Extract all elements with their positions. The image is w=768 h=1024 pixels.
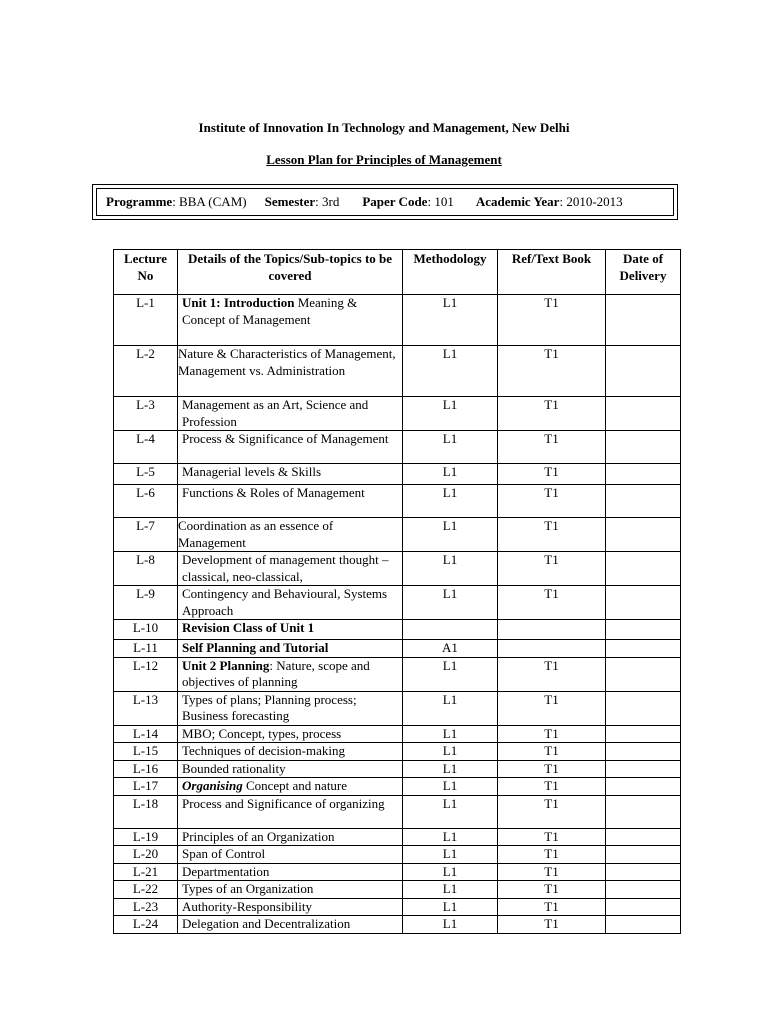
methodology-cell: L1 (403, 760, 498, 778)
lecture-no-cell: L-1 (114, 295, 178, 346)
topic-cell (178, 828, 403, 846)
topic-cell (178, 863, 403, 881)
topic-heading: Unit 1: Introduction (182, 295, 295, 310)
methodology-cell: L1 (403, 691, 498, 725)
ref-text-book-cell: T1 (498, 657, 606, 691)
topic-cell (178, 846, 403, 864)
topic-heading: Self Planning and Tutorial (182, 640, 329, 655)
lecture-no-cell: L-5 (114, 464, 178, 485)
methodology-cell: L1 (403, 743, 498, 761)
topic-cell (178, 725, 403, 743)
ref-text-book-cell: T1 (498, 778, 606, 796)
methodology-cell: L1 (403, 898, 498, 916)
topic-text: Development of management thought – classical, neo-classical, (182, 552, 389, 584)
date-of-delivery-cell (606, 898, 681, 916)
date-of-delivery-cell (606, 828, 681, 846)
lecture-no-cell: L-23 (114, 898, 178, 916)
ref-text-book-cell: T1 (498, 916, 606, 934)
header-ref-text-book: Ref/Text Book (498, 250, 606, 295)
topic-cell (178, 552, 403, 586)
topic-text: Meaning & Concept of Management (182, 295, 358, 327)
ref-text-book-cell: T1 (498, 518, 606, 552)
header-date-of-delivery: Date of Delivery (606, 250, 681, 295)
table-row (114, 743, 681, 761)
topic-text: Management as an Art, Science and Profession (182, 397, 369, 429)
topic-cell (178, 464, 403, 485)
date-of-delivery-cell (606, 725, 681, 743)
date-of-delivery-cell (606, 760, 681, 778)
table-header-row (114, 250, 681, 295)
lecture-no-cell: L-2 (114, 346, 178, 397)
lecture-no-cell: L-16 (114, 760, 178, 778)
topic-text: Span of Control (182, 846, 266, 861)
methodology-cell: L1 (403, 881, 498, 899)
lecture-no-cell: L-6 (114, 485, 178, 518)
table-row (114, 295, 681, 346)
date-of-delivery-cell (606, 485, 681, 518)
table-row (114, 640, 681, 658)
date-of-delivery-cell (606, 464, 681, 485)
topic-cell (178, 881, 403, 899)
methodology-cell (403, 620, 498, 640)
topic-cell (178, 518, 403, 552)
topic-text: Authority-Responsibility (182, 898, 312, 914)
ref-text-book-cell: T1 (498, 485, 606, 518)
topic-text: Process & Significance of Management (182, 431, 389, 446)
lecture-no-cell: L-22 (114, 881, 178, 899)
topic-cell (178, 485, 403, 518)
topic-heading: Organising (182, 778, 243, 793)
lecture-no-cell: L-19 (114, 828, 178, 846)
lecture-no-cell: L-24 (114, 916, 178, 934)
paper-code-label: Paper Code (362, 194, 428, 209)
ref-text-book-cell: T1 (498, 743, 606, 761)
methodology-cell: L1 (403, 778, 498, 796)
methodology-cell: L1 (403, 795, 498, 828)
table-row (114, 778, 681, 796)
methodology-cell: A1 (403, 640, 498, 658)
ref-text-book-cell: T1 (498, 464, 606, 485)
table-row (114, 828, 681, 846)
lecture-no-cell: L-17 (114, 778, 178, 796)
topic-cell (178, 657, 403, 691)
methodology-cell: L1 (403, 464, 498, 485)
ref-text-book-cell: T1 (498, 431, 606, 464)
date-of-delivery-cell (606, 295, 681, 346)
programme-value: : BBA (CAM) (172, 194, 247, 209)
lesson-plan-title (0, 152, 768, 168)
topic-cell (178, 397, 403, 431)
ref-text-book-cell: T1 (498, 846, 606, 864)
table-row (114, 691, 681, 725)
date-of-delivery-cell (606, 778, 681, 796)
topic-cell (178, 916, 403, 934)
topic-text: Types of plans; Planning process; Business forecasting (182, 691, 357, 723)
table-row (114, 846, 681, 864)
table-row (114, 464, 681, 485)
date-of-delivery-cell (606, 586, 681, 620)
header-details: Details of the Topics/Sub-topics to be covered (178, 250, 403, 295)
topic-cell (178, 346, 403, 397)
table-row (114, 725, 681, 743)
semester-label: Semester (264, 194, 316, 209)
ref-text-book-cell: T1 (498, 760, 606, 778)
methodology-cell: L1 (403, 552, 498, 586)
date-of-delivery-cell (606, 691, 681, 725)
table-row (114, 620, 681, 640)
topic-heading: Unit 2 Planning (182, 657, 270, 673)
topic-text: Principles of an Organization (182, 828, 335, 844)
ref-text-book-cell: T1 (498, 725, 606, 743)
academic-year-value: : 2010-2013 (559, 194, 623, 209)
topic-cell (178, 795, 403, 828)
topic-heading: Revision Class of Unit 1 (182, 620, 315, 635)
ref-text-book-cell: T1 (498, 397, 606, 431)
date-of-delivery-cell (606, 863, 681, 881)
topic-cell (178, 898, 403, 916)
methodology-cell: L1 (403, 916, 498, 934)
topic-text: Functions & Roles of Management (182, 485, 365, 500)
topic-text: Managerial levels & Skills (182, 464, 322, 479)
topic-cell (178, 778, 403, 796)
ref-text-book-cell: T1 (498, 898, 606, 916)
topic-text: Delegation and Decentralization (182, 916, 351, 931)
date-of-delivery-cell (606, 397, 681, 431)
date-of-delivery-cell (606, 346, 681, 397)
topic-cell (178, 760, 403, 778)
methodology-cell: L1 (403, 485, 498, 518)
table-row (114, 881, 681, 899)
methodology-cell: L1 (403, 863, 498, 881)
methodology-cell: L1 (403, 397, 498, 431)
date-of-delivery-cell (606, 640, 681, 658)
topic-cell (178, 620, 403, 640)
topic-text: Process and Significance of organizing (182, 795, 385, 811)
lecture-no-cell: L-20 (114, 846, 178, 864)
programme-info-box (92, 184, 678, 220)
ref-text-book-cell: T1 (498, 795, 606, 828)
lecture-no-cell: L-3 (114, 397, 178, 431)
date-of-delivery-cell (606, 743, 681, 761)
methodology-cell: L1 (403, 431, 498, 464)
ref-text-book-cell: T1 (498, 295, 606, 346)
methodology-cell: L1 (403, 295, 498, 346)
institute-title: Institute of Innovation In Technology and Management, New Delhi (198, 120, 570, 135)
date-of-delivery-cell (606, 846, 681, 864)
topic-cell (178, 431, 403, 464)
topic-text: Types of an Organization (182, 881, 314, 896)
date-of-delivery-cell (606, 552, 681, 586)
table-row (114, 431, 681, 464)
programme-info-inner (96, 188, 674, 216)
topic-text: : Nature, scope and objectives of planning (182, 657, 370, 689)
methodology-cell: L1 (403, 586, 498, 620)
methodology-cell: L1 (403, 518, 498, 552)
header-lecture-no: Lecture No (114, 250, 178, 295)
lecture-no-cell: L-15 (114, 743, 178, 761)
topic-cell (178, 640, 403, 658)
topic-cell (178, 295, 403, 346)
ref-text-book-cell: T1 (498, 552, 606, 586)
date-of-delivery-cell (606, 431, 681, 464)
lecture-no-cell: L-4 (114, 431, 178, 464)
ref-text-book-cell: T1 (498, 346, 606, 397)
table-row (114, 518, 681, 552)
lecture-no-cell: L-7 (114, 518, 178, 552)
lecture-no-cell: L-12 (114, 657, 178, 691)
ref-text-book-cell: T1 (498, 586, 606, 620)
table-row (114, 657, 681, 691)
lesson-plan-title-text: Lesson Plan for Principles of Management (266, 152, 502, 167)
programme-label: Programme (106, 194, 173, 209)
date-of-delivery-cell (606, 795, 681, 828)
topic-text: Coordination as an essence of Management (178, 518, 334, 550)
paper-code-value: : 101 (427, 194, 454, 209)
topic-text: Departmentation (182, 863, 270, 879)
semester-value: : 3rd (315, 194, 340, 209)
ref-text-book-cell: T1 (498, 863, 606, 881)
lecture-no-cell: L-9 (114, 586, 178, 620)
table-row (114, 795, 681, 828)
date-of-delivery-cell (606, 916, 681, 934)
topic-text: MBO; Concept, types, process (182, 725, 342, 741)
methodology-cell: L1 (403, 828, 498, 846)
lecture-no-cell: L-21 (114, 863, 178, 881)
topic-text: Concept and nature (242, 778, 348, 793)
methodology-cell: L1 (403, 846, 498, 864)
ref-text-book-cell (498, 640, 606, 658)
methodology-cell: L1 (403, 725, 498, 743)
lecture-no-cell: L-8 (114, 552, 178, 586)
lecture-no-cell: L-14 (114, 725, 178, 743)
topic-text: Bounded rationality (182, 760, 286, 776)
table-row (114, 863, 681, 881)
ref-text-book-cell (498, 620, 606, 640)
table-row (114, 586, 681, 620)
lecture-no-cell: L-18 (114, 795, 178, 828)
lecture-no-cell: L-11 (114, 640, 178, 658)
table-row (114, 397, 681, 431)
lecture-no-cell: L-13 (114, 691, 178, 725)
topic-cell (178, 586, 403, 620)
date-of-delivery-cell (606, 518, 681, 552)
topic-text: Contingency and Behavioural, Systems Approach (182, 586, 388, 618)
ref-text-book-cell: T1 (498, 881, 606, 899)
date-of-delivery-cell (606, 881, 681, 899)
methodology-cell: L1 (403, 346, 498, 397)
table-row (114, 898, 681, 916)
lecture-no-cell: L-10 (114, 620, 178, 640)
topic-cell (178, 691, 403, 725)
table-row (114, 760, 681, 778)
date-of-delivery-cell (606, 620, 681, 640)
table-row (114, 552, 681, 586)
table-row (114, 916, 681, 934)
lesson-plan-table (113, 249, 681, 934)
academic-year-label: Academic Year (475, 194, 560, 209)
topic-cell (178, 743, 403, 761)
topic-text: Techniques of decision-making (182, 743, 345, 758)
methodology-cell: L1 (403, 657, 498, 691)
date-of-delivery-cell (606, 657, 681, 691)
ref-text-book-cell: T1 (498, 828, 606, 846)
table-row (114, 485, 681, 518)
table-row (114, 346, 681, 397)
topic-text: Nature & Characteristics of Management, Management vs. Administration (178, 346, 396, 378)
header-methodology: Methodology (403, 250, 498, 295)
ref-text-book-cell: T1 (498, 691, 606, 725)
